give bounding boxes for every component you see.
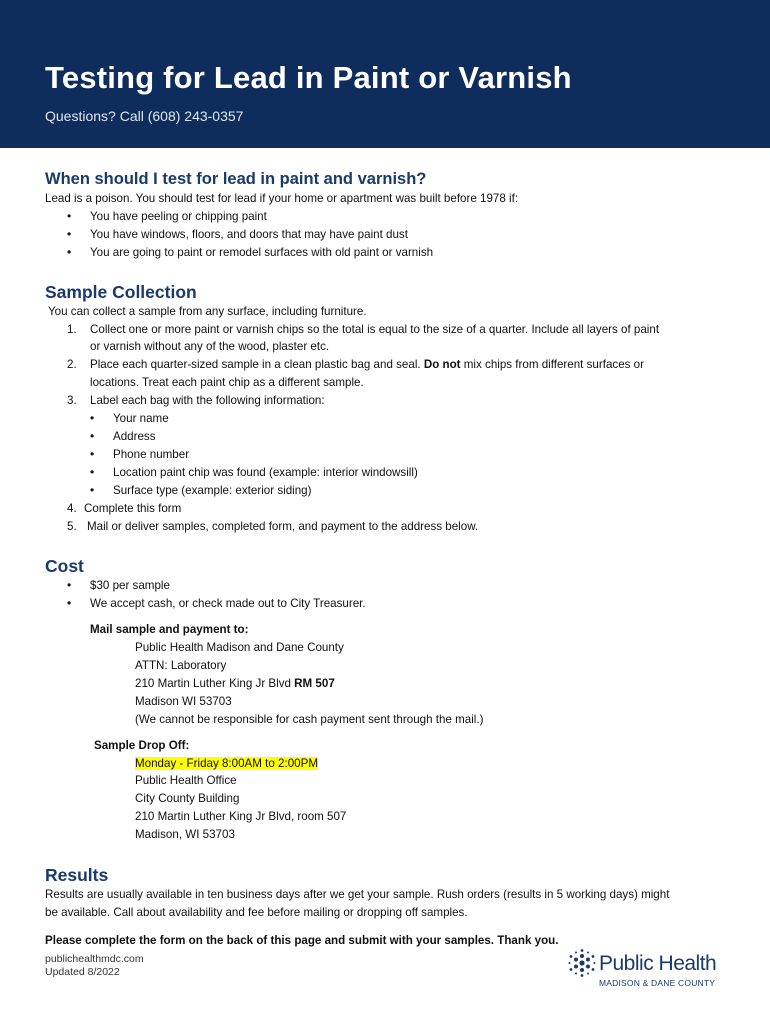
updated-date: Updated 8/2022 xyxy=(45,966,120,978)
address-note: (We cannot be responsible for cash payment sent through the mail.) xyxy=(135,712,484,726)
drop-off-hours xyxy=(45,755,735,773)
step-number: 3. xyxy=(67,394,77,408)
results-line: be available. Call about availability and fee before mailing or dropping off samples. xyxy=(45,906,468,919)
section-heading-cost: Cost xyxy=(45,556,84,577)
list-item: • You are going to paint or remodel surfaces with old paint or varnish xyxy=(45,244,735,262)
section-heading-results: Results xyxy=(45,865,109,886)
address-line: 210 Martin Luther King Jr Blvd, room 507 xyxy=(135,810,347,824)
mail-label: Mail sample and payment to: xyxy=(90,623,249,637)
address-line: City County Building xyxy=(135,792,240,806)
list-item: • Your name xyxy=(45,410,735,428)
list-item: • Phone number xyxy=(45,446,735,464)
step-text-line: Place each quarter-sized sample in a clean plastic bag and seal. xyxy=(90,358,424,372)
step-text xyxy=(90,321,659,357)
address-line: Public Health Madison and Dane County xyxy=(135,641,344,655)
step-text-line: or varnish without any of the wood, plaster etc. xyxy=(90,340,330,354)
street-text: 210 Martin Luther King Jr Blvd xyxy=(135,676,295,690)
drop-off-label: Sample Drop Off: xyxy=(94,738,190,752)
step-text: Mail or deliver samples, completed form, and payment to the address below. xyxy=(87,519,479,533)
list-item: • We accept cash, or check made out to City Treasurer. xyxy=(45,595,735,613)
section-heading-when: When should I test for lead in paint and varnish? xyxy=(45,170,427,188)
list-item: • Location paint chip was found (example: interior windowsill) xyxy=(45,464,735,482)
when-bullet-list xyxy=(45,208,735,262)
step-5 xyxy=(45,518,735,536)
list-item: • Surface type (example: exterior siding) xyxy=(45,482,735,500)
highlighted-hours: Monday - Friday 8:00AM to 2:00PM xyxy=(135,756,319,770)
section-heading-collection: Sample Collection xyxy=(45,281,197,302)
header-banner xyxy=(0,0,770,148)
address-line xyxy=(45,675,735,693)
step-text-line: mix chips from different surfaces or xyxy=(460,358,644,372)
step-number: 1. xyxy=(67,322,77,336)
step-text: Complete this form xyxy=(84,501,182,515)
step-number: 4. xyxy=(67,501,77,515)
label-info-list xyxy=(45,410,735,500)
collection-intro: You can collect a sample from any surface, including furniture. xyxy=(48,304,367,318)
mail-address-block xyxy=(45,621,735,728)
step-4 xyxy=(45,500,735,518)
drop-off-block xyxy=(45,737,735,844)
step-1 xyxy=(45,321,735,357)
logo-name: Public Health xyxy=(599,952,717,975)
phone-contact: Questions? Call (608) 243-0357 xyxy=(45,108,244,124)
website-link[interactable]: publichealthmdc.com xyxy=(45,953,144,965)
step-3 xyxy=(45,392,735,410)
room-number: RM 507 xyxy=(294,676,335,690)
page-title: Testing for Lead in Paint or Varnish xyxy=(45,60,572,95)
step-number: 2. xyxy=(67,358,77,372)
step-2 xyxy=(45,356,735,392)
cost-bullet-list xyxy=(45,577,735,613)
step-text: Label each bag with the following information: xyxy=(90,394,325,408)
address-line: ATTN: Laboratory xyxy=(135,659,227,673)
footer-info xyxy=(45,953,144,979)
results-text xyxy=(45,886,735,922)
collection-steps xyxy=(45,321,735,411)
document-body xyxy=(45,168,735,950)
list-item: • You have windows, floors, and doors that may have paint dust xyxy=(45,226,735,244)
logo-subtitle: MADISON & DANE COUNTY xyxy=(599,978,716,988)
results-line: Results are usually available in ten business days after we get your sample. Rush orders (results in 5 working days) might xyxy=(45,888,670,902)
collection-steps-continued xyxy=(45,500,735,536)
address-line: Public Health Office xyxy=(135,774,237,788)
step-text xyxy=(90,356,644,392)
list-item: • Address xyxy=(45,428,735,446)
step-text-line: Collect one or more paint or varnish chips so the total is equal to the size of a quarter. Include all layers of paint xyxy=(90,322,660,336)
step-text-line: locations. Treat each paint chip as a different sample. xyxy=(90,376,364,390)
snowflake-dots-icon xyxy=(568,948,596,978)
list-item: • $30 per sample xyxy=(45,577,735,595)
step-number: 5. xyxy=(67,519,77,533)
address-line: Madison WI 53703 xyxy=(135,694,232,708)
list-item: • You have peeling or chipping paint xyxy=(45,208,735,226)
closing-note: Please complete the form on the back of this page and submit with your samples. Thank you. xyxy=(45,933,559,947)
when-intro: Lead is a poison. You should test for lead if your home or apartment was built before 1978 if: xyxy=(45,192,519,205)
address-line: Madison, WI 53703 xyxy=(135,828,235,842)
emphasis-do-not: Do not xyxy=(423,358,461,372)
public-health-logo xyxy=(568,946,730,992)
